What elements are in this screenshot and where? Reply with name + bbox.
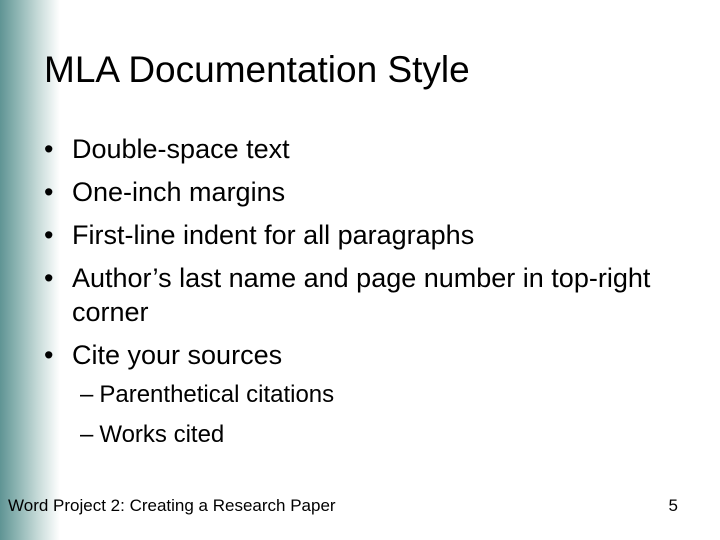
- bullet-text: Double-space text: [72, 134, 290, 164]
- bullet-item: [44, 218, 664, 252]
- footer-title: Word Project 2: Creating a Research Paper: [8, 496, 336, 515]
- bullet-item: [44, 132, 664, 166]
- bullet-item: [44, 261, 664, 329]
- bullet-marker: •: [44, 263, 54, 293]
- page-number: 5: [668, 496, 678, 515]
- sub-bullet-list: [72, 380, 664, 450]
- bullet-marker: •: [44, 134, 54, 164]
- sub-bullet-marker: –: [80, 381, 94, 408]
- bullet-marker: •: [44, 177, 54, 207]
- sub-bullet-text: Parenthetical citations: [99, 381, 335, 408]
- sub-bullet-item: [80, 380, 664, 410]
- bullet-marker: •: [44, 340, 54, 370]
- bullet-text: Author’s last name and page number in top-right corner: [72, 263, 651, 327]
- sub-bullet-marker: –: [80, 421, 94, 448]
- bullet-text: Cite your sources: [72, 340, 283, 370]
- sub-bullet-item: [80, 420, 664, 450]
- bullet-list: [44, 132, 664, 459]
- slide-title: MLA Documentation Style: [44, 49, 470, 90]
- bullet-text: First-line indent for all paragraphs: [72, 220, 475, 250]
- bullet-text: One-inch margins: [72, 177, 286, 207]
- bullet-marker: •: [44, 220, 54, 250]
- bullet-item: [44, 338, 664, 450]
- sub-bullet-text: Works cited: [99, 421, 225, 448]
- bullet-item: [44, 175, 664, 209]
